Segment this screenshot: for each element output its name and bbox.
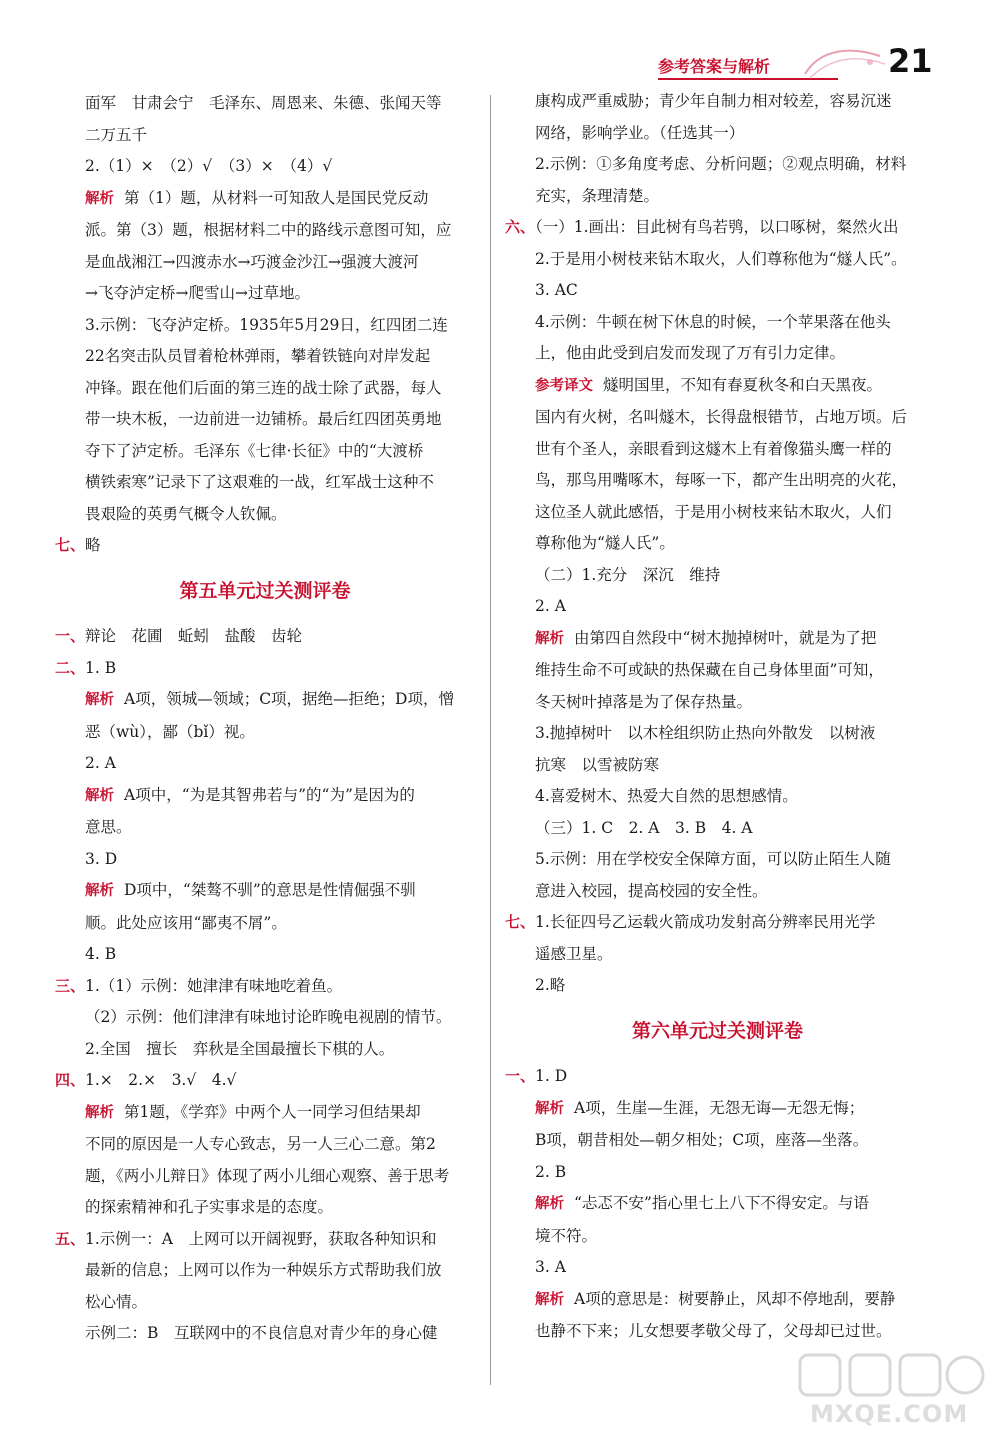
text-line (55, 780, 475, 813)
analysis-tag: 参考译文 (535, 377, 593, 394)
text-line (55, 404, 475, 436)
text-line (55, 1161, 475, 1193)
line-text: 尊称他为“燧人氏”。 (535, 534, 675, 552)
line-text: （一）1.画出：目此树有鸟若鸮，以口啄树，粲然火出 (535, 218, 899, 236)
line-text: 二万五千 (85, 125, 148, 144)
line-text: 冬天树叶掉落是为了保存热量。 (535, 692, 753, 711)
text-line (55, 844, 475, 876)
watermark (790, 1350, 990, 1430)
text-line (505, 338, 930, 370)
page-number: 21 (888, 42, 933, 80)
line-text: 22名突击队员冒着枪林弹雨，攀着铁链向对岸发起 (85, 347, 431, 365)
text-line (505, 275, 930, 307)
text-line (505, 497, 930, 529)
line-text: A项，生崖—生涯，无怨无诲—无怨无悔； (574, 1098, 865, 1117)
header-title: 参考答案与解析 (658, 57, 771, 76)
analysis-tag: 解析 (535, 630, 564, 647)
text-line (55, 684, 475, 717)
section-title: 第五单元过关测评卷 (179, 579, 351, 602)
line-text: 面军 甘肃会宁 毛泽东、周恩来、朱德、张闻天等 (85, 94, 442, 112)
text-line (505, 591, 930, 623)
text-line (505, 370, 930, 403)
line-text: 不同的原因是一人专心致志，另一人三心二意。第2 (85, 1135, 436, 1153)
line-text: 上，他由此受到启发而发现了万有引力定律。 (535, 344, 846, 362)
left-column (55, 88, 475, 1350)
text-line (505, 560, 930, 592)
line-text: 夺下了泸定桥。毛泽东《七律·长征》中的“大渡桥 (85, 441, 424, 460)
line-text: 世有个圣人，亲眼看到这燧木上有着像猫头鹰一样的 (535, 439, 892, 458)
line-text: 2. A (85, 754, 116, 772)
text-line (505, 118, 930, 150)
text-line (55, 1097, 475, 1130)
text-line (505, 844, 930, 876)
text-line (505, 1125, 930, 1157)
text-line (55, 621, 475, 653)
question-number-label: 四、 (55, 1071, 86, 1089)
text-line (55, 971, 475, 1003)
line-text: 境不符。 (535, 1226, 598, 1245)
text-line (55, 939, 475, 971)
line-text: 3.示例：飞夺泸定桥。1935年5月29日，红四团二连 (85, 315, 448, 334)
analysis-tag: 解析 (85, 883, 114, 899)
line-text: 冲锋。跟在他们后面的第三连的战士除了武器，每人 (85, 378, 442, 397)
text-line (55, 748, 475, 780)
question-number-label: 一、 (55, 627, 86, 645)
line-text: 2.略 (535, 976, 566, 994)
text-line (505, 1252, 930, 1284)
line-text: D项中，“桀骜不驯”的意思是性情倔强不驯 (124, 881, 416, 899)
line-text: 3. A (535, 1258, 566, 1276)
line-text: 2.（1）× （2）√ （3）× （4）√ (85, 157, 333, 175)
line-text: 1.× 2.× 3.√ 4.√ (85, 1071, 237, 1089)
text-line (55, 120, 475, 152)
text-line (55, 151, 475, 183)
line-text: 4.示例：牛顿在树下休息的时候，一个苹果落在他头 (535, 312, 891, 331)
line-text: 5.示例：用在学校安全保障方面，可以防止陌生人随 (535, 850, 891, 868)
text-line (55, 88, 475, 120)
right-column (505, 86, 930, 1348)
line-text: 2.全国 擅长 弈秋是全国最擅长下棋的人。 (85, 1039, 395, 1058)
text-line (505, 1284, 930, 1317)
line-text: 最新的信息；上网可以作为一种娱乐方式帮助我们放 (85, 1261, 442, 1279)
text-line (505, 149, 930, 181)
text-line (505, 244, 930, 276)
line-text: 遥感卫星。 (535, 944, 613, 963)
text-line (505, 813, 930, 845)
question-number-label: 一、 (505, 1067, 536, 1085)
page-header (600, 40, 990, 90)
text-line (55, 247, 475, 279)
line-text: 2.于是用小树枝来钻木取火，人们尊称他为“燧人氏”。 (535, 249, 907, 268)
line-text: 第1题，《学弈》中两个人一同学习但结果却 (124, 1102, 421, 1121)
section-title: 第六单元过关测评卷 (631, 1019, 803, 1042)
text-line (55, 436, 475, 468)
analysis-tag: 解析 (535, 1291, 564, 1308)
line-text: 1.长征四号乙运载火箭成功发射高分辨率民用光学 (535, 913, 876, 931)
line-text: 燧明国里，不知有春夏秋冬和白天黑夜。 (603, 375, 883, 394)
text-line (505, 1188, 930, 1221)
text-line (55, 875, 475, 908)
line-text: 意思。 (85, 818, 132, 836)
line-text: 也静不下来；儿女想要孝敬父母了，父母却已过世。 (535, 1322, 892, 1340)
text-line (55, 1065, 475, 1097)
text-line (55, 1034, 475, 1066)
text-line (505, 876, 930, 908)
line-text: 是血战湘江→四渡赤水→巧渡金沙江→强渡大渡河 (85, 252, 419, 271)
text-line (55, 278, 475, 310)
line-text: 顺。此处应该用“鄙夷不屑”。 (85, 913, 287, 932)
text-line (505, 307, 930, 339)
line-text: 带一块木板，一边前进一边铺桥。最后红四团英勇地 (85, 410, 442, 428)
text-line (505, 402, 930, 434)
analysis-tag: 解析 (85, 692, 114, 708)
text-line (55, 467, 475, 499)
line-text: 2. A (535, 597, 566, 615)
line-text: 横铁索寒”记录下了这艰难的一战，红军战士这种不 (85, 473, 434, 491)
text-line (55, 717, 475, 749)
analysis-tag: 解析 (535, 1196, 564, 1212)
text-line (505, 1061, 930, 1093)
text-line (505, 750, 930, 782)
line-text: 网络，影响学业。（任选其一） (535, 123, 745, 142)
question-number-label: 六、 (505, 218, 536, 236)
text-line (55, 1287, 475, 1319)
text-line (505, 1157, 930, 1189)
line-text: 充实，条理清楚。 (535, 186, 660, 205)
watermark-logo-icon (790, 1350, 990, 1400)
question-number-label: 七、 (505, 913, 536, 931)
line-text: 维持生命不可或缺的热保藏在自己身体里面”可知， (535, 661, 884, 679)
line-text: （2）示例：他们津津有味地讨论昨晚电视剧的情节。 (85, 1008, 452, 1026)
line-text: 1.（1）示例：她津津有味地吃着鱼。 (85, 976, 343, 995)
text-line (505, 212, 930, 244)
text-line (55, 653, 475, 685)
text-line (505, 1093, 930, 1126)
text-line (505, 1316, 930, 1348)
line-text: 抗寒 以雪被防寒 (535, 755, 660, 774)
text-line (55, 530, 475, 562)
text-line (55, 499, 475, 531)
text-line (55, 341, 475, 373)
line-text: 题，《两小儿辩日》体现了两小儿细心观察、善于思考 (85, 1166, 450, 1185)
text-line (55, 1318, 475, 1350)
line-text: 辩论 花圃 蚯蚓 盐酸 齿轮 (85, 627, 303, 645)
line-text: A项的意思是：树要静止，风却不停地刮，要静 (574, 1289, 896, 1308)
text-line (55, 1255, 475, 1287)
line-text: 3.抛掉树叶 以木栓组织防止热向外散发 以树液 (535, 724, 876, 742)
question-number-label: 五、 (55, 1229, 86, 1248)
text-line (505, 781, 930, 813)
text-line (505, 181, 930, 213)
line-text: 第（1）题，从材料一可知敌人是国民党反动 (124, 188, 429, 207)
question-number-label: 三、 (55, 976, 86, 995)
text-line (55, 1002, 475, 1034)
text-line (55, 1192, 475, 1224)
text-line (55, 310, 475, 342)
text-line (505, 465, 930, 497)
text-line (55, 183, 475, 216)
line-text: →飞夺泸定桥→爬雪山→过草地。 (85, 284, 310, 302)
line-text: 恶（wù），鄙（bǐ）视。 (85, 722, 255, 741)
line-text: 这位圣人就此感悟，于是用小树枝来钻木取火，人们 (535, 502, 892, 521)
analysis-tag: 解析 (85, 190, 114, 207)
line-text: 康构成严重威胁；青少年自制力相对较差，容易沉迷 (535, 92, 892, 110)
text-line (55, 908, 475, 940)
line-text: 派。第（3）题，根据材料二中的路线示意图可知，应 (85, 221, 452, 239)
line-text: （二）1.充分 深沉 维持 (535, 565, 721, 584)
line-text: 1. D (535, 1067, 568, 1085)
line-text: 由第四自然段中“树木抛掉树叶，就是为了把 (574, 628, 877, 647)
question-number-label: 七、 (55, 536, 86, 554)
line-text: 国内有火树，名叫燧木，长得盘根错节，占地万顷。后 (535, 408, 908, 426)
analysis-tag: 解析 (85, 1104, 114, 1121)
text-line (505, 434, 930, 466)
text-line (55, 1224, 475, 1256)
text-line (505, 528, 930, 560)
text-line (505, 623, 930, 656)
text-line (505, 907, 930, 939)
text-line (505, 939, 930, 971)
line-text: A项中，“为是其智弗若与”的“为”是因为的 (124, 785, 415, 804)
text-line (55, 373, 475, 405)
line-text: 4.喜爱树木、热爱大自然的思想感情。 (535, 787, 798, 805)
text-line (505, 970, 930, 1002)
analysis-tag: 解析 (85, 787, 114, 804)
line-text: B项，朝昔相处—朝夕相处；C项，座落—坐落。 (535, 1131, 869, 1149)
line-text: 1. B (85, 658, 117, 677)
text-line (505, 718, 930, 750)
text-line (505, 687, 930, 719)
line-text: 3. AC (535, 281, 578, 299)
column-divider (490, 95, 491, 1385)
line-text: A项，领城—领域；C项，据绝—拒绝；D项，憎 (124, 690, 454, 708)
decorative-swoosh-icon (800, 44, 890, 84)
line-text: 略 (85, 536, 101, 554)
analysis-tag: 解析 (535, 1100, 564, 1117)
line-text: （三）1. C 2. A 3. B 4. A (535, 818, 753, 837)
text-line (505, 655, 930, 687)
question-number-label: 二、 (55, 658, 86, 677)
text-line (55, 215, 475, 247)
line-text: 的探索精神和孔子实事求是的态度。 (85, 1198, 334, 1216)
text-line (505, 86, 930, 118)
text-line (55, 1129, 475, 1161)
line-text: 意进入校园，提高校园的安全性。 (535, 881, 768, 900)
line-text: 1.示例一：A 上网可以开阔视野，获取各种知识和 (85, 1229, 437, 1248)
line-text: 2. B (535, 1162, 567, 1181)
line-text: “忐忑不安”指心里七上八下不得安定。与语 (574, 1194, 869, 1212)
line-text: 3. D (85, 849, 118, 868)
line-text: 2.示例：①多角度考虑、分析问题；②观点明确，材料 (535, 155, 907, 173)
line-text: 鸟，那鸟用嘴啄木，每啄一下，都产生出明亮的火花， (535, 471, 908, 489)
text-line (55, 812, 475, 844)
watermark-text: MXQE.COM (810, 1400, 969, 1428)
line-text: 示例二：B 互联网中的不良信息对青少年的身心健 (85, 1324, 438, 1342)
line-text: 畏艰险的英勇气概令人钦佩。 (85, 504, 287, 523)
line-text: 松心情。 (85, 1292, 148, 1311)
text-line (505, 1221, 930, 1253)
line-text: 4. B (85, 945, 117, 963)
